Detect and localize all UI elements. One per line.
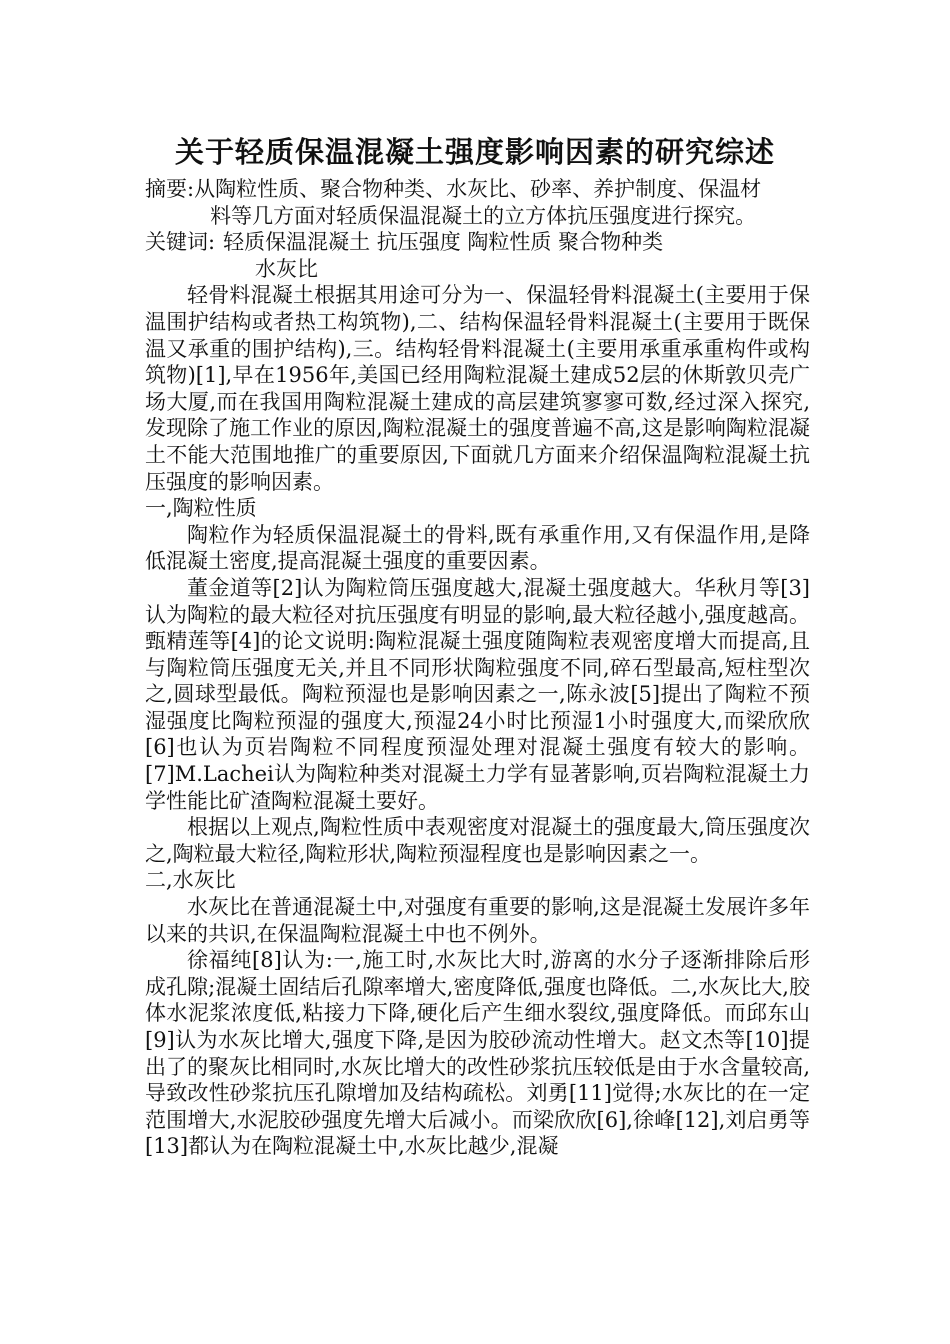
keywords-line-2: 水灰比 [255,256,318,281]
section-1-paragraph-3: 根据以上观点,陶粒性质中表观密度对混凝土的强度最大,筒压强度次之,陶粒最大粒径,陶粒形状,陶粒预湿程度也是影响因素之一。 [145,815,810,866]
abstract-text [194,176,810,229]
document-title: 关于轻质保温混凝土强度影响因素的研究综述 [174,135,775,169]
keywords [145,229,810,282]
section-2-paragraph-2: 徐福纯[8]认为:一,施工时,水灰比大时,游离的水分子逐渐排除后形成孔隙;混凝土固结后孔隙率增大,密度降低,强度也降低。二,水灰比大,胶体水泥浆浓度低,粘接力下降,硬化后产生细水裂纹,强度降低。而邱东山[9]认为水灰比增大,强度下降,是因为胶砂流动性增大。赵文杰等[10]提出了的聚灰比相同时,水灰比增大的改性砂浆抗压较低是由于水含量较高,导致改性砂浆抗压孔隙增加及结构疏松。刘勇[11]觉得;水灰比的在一定范围增大,水泥胶砂强度先增大后减小。而梁欣欣[6],徐峰[12],刘启勇等[13]都认为在陶粒混凝土中,水灰比越少,混凝 [145,948,810,1159]
section-1-heading: 一,陶粒性质 [145,496,257,521]
keywords-line-1: 轻质保温混凝土 抗压强度 陶粒性质 聚合物种类 [223,230,664,255]
abstract-line-1: 从陶粒性质、聚合物种类、水灰比、砂率、养护制度、保温材 [194,177,762,201]
abstract [145,176,810,229]
section-2-paragraph-1: 水灰比在普通混凝土中,对强度有重要的影响,这是混凝土发展许多年以来的共识,在保温陶粒混凝土中也不例外。 [145,895,810,946]
abstract-label: 摘要: [145,177,195,201]
section-1-paragraph-2: 董金道等[2]认为陶粒筒压强度越大,混凝土强度越大。华秋月等[3]认为陶粒的最大粒径对抗压强度有明显的影响,最大粒径越小,强度越高。甄精莲等[4]的论文说明:陶粒混凝土强度随陶粒表观密度增大而提高,且与陶粒筒压强度无关,并且不同形状陶粒强度不同,碎石型最高,短柱型次之,圆球型最低。陶粒预湿也是影响因素之一,陈永波[5]提出了陶粒不预湿强度比陶粒预湿的强度大,预湿24小时比预湿1小时强度大,而梁欣欣[6]也认为页岩陶粒不同程度预湿处理对混凝土强度有较大的影响。[7]M.Lachei认为陶粒种类对混凝土力学有显著影响,页岩陶粒混凝土力学性能比矿渣陶粒混凝土要好。 [145,575,810,813]
section-2-heading: 二,水灰比 [145,868,236,893]
keywords-label: 关键词: [145,230,216,255]
abstract-line-2: 料等几方面对轻质保温混凝土的立方体抗压强度进行探究。 [210,203,757,228]
document-body [145,176,810,1160]
intro-paragraph: 轻骨料混凝土根据其用途可分为一、保温轻骨料混凝土(主要用于保温围护结构或者热工构筑物),二、结构保温轻骨料混凝土(主要用于既保温又承重的围护结构),三。结构轻骨料混凝土(主要用承重承重构件或构筑物)[1],早在1956年,美国已经用陶粒混凝土建成52层的休斯敦贝壳广场大厦,而在我国用陶粒混凝土建成的高层建筑寥寥可数,经过深入探究,发现除了施工作业的原因,陶粒混凝土的强度普遍不高,这是影响陶粒混凝土不能大范围地推广的重要原因,下面就几方面来介绍保温陶粒混凝土抗压强度的影响因素。 [145,283,810,494]
section-1-paragraph-1: 陶粒作为轻质保温混凝土的骨料,既有承重作用,又有保温作用,是降低混凝土密度,提高混凝土强度的重要因素。 [145,522,810,574]
